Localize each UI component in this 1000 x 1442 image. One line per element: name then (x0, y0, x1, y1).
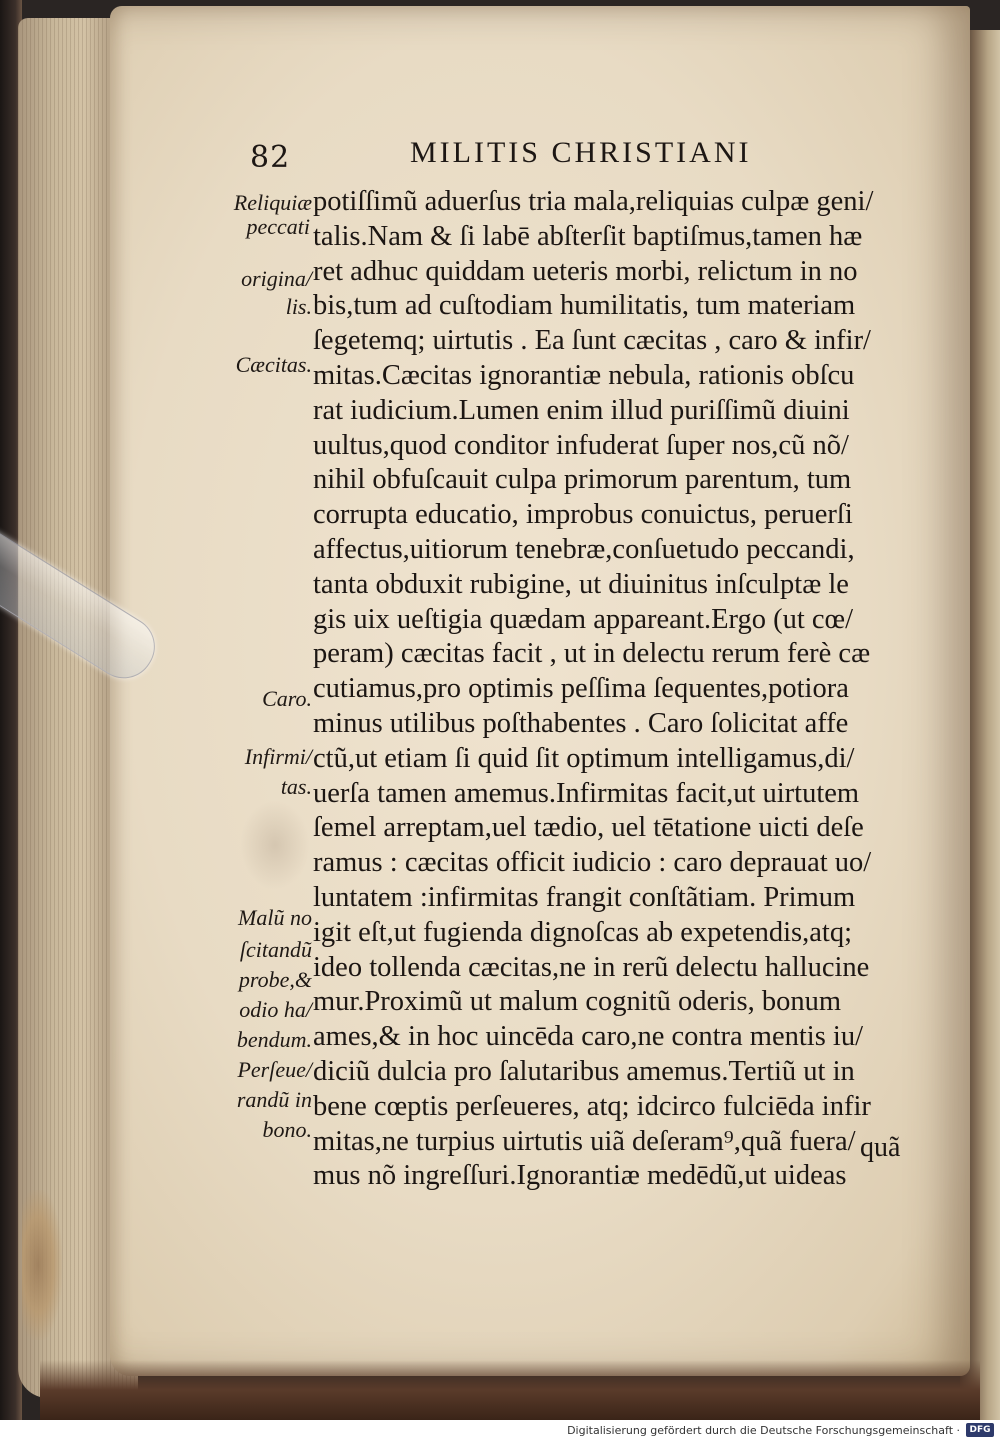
text-line: potiſſimũ aduerſus tria mala,reliquias culpæ geni/ (313, 186, 874, 217)
text-line: ſegetemq; uirtutis . Ea ſunt cæcitas , caro & infir/ (313, 325, 871, 357)
text-line: gis uix ueſtigia quædam appareant.Ergo (ut cœ/ (313, 603, 854, 635)
funding-credit: Digitalisierung gefördert durch die Deutsche Forschungsgemeinschaft · (567, 1424, 960, 1437)
margin-gloss: odio ha/ (239, 997, 312, 1022)
text-line: bis,tum ad cuſtodiam humilitatis, tum materiam (313, 290, 856, 322)
body-text (313, 185, 909, 1194)
text-line: minus utilibus poſthabentes . Caro ſolicitat affe (313, 707, 849, 739)
margin-gloss: Caro. (262, 686, 312, 711)
margin-gloss: tas. (280, 774, 312, 799)
bottom-edge-shadow (40, 1360, 980, 1420)
margin-gloss: Cæcitas. (235, 352, 312, 377)
text-line: ideo tollenda cæcitas,ne in rerũ delectu hallucine (313, 951, 870, 983)
margin-gloss: probe,& (238, 967, 312, 992)
dfg-logo: DFG (966, 1423, 994, 1437)
margin-gloss: bono. (262, 1117, 312, 1142)
margin-gloss: origina/ (241, 266, 312, 291)
text-line: ret adhuc quiddam ueteris morbi, relictum in no (313, 255, 858, 287)
margin-gloss: ſcitandũ (239, 937, 312, 962)
text-line: mur.Proximũ ut malum cognitũ oderis, bonum (313, 986, 842, 1018)
page-edge-damage (22, 1190, 62, 1340)
text-line: ſemel arreptam,uel tædio, uel tētatione uicti deſe (313, 812, 864, 844)
text-line: corrupta educatio, improbus conuictus, peruerſi (313, 499, 853, 531)
page-number: 82 (250, 140, 291, 175)
text-line: bene cœptis perſeueres, atq; idcirco fulciēda infir (313, 1090, 871, 1122)
margin-gloss: Malũ no (238, 905, 312, 930)
margin-gloss: peccati (246, 214, 310, 239)
margin-gloss: lis. (285, 294, 312, 319)
ink-show-through (240, 800, 310, 890)
text-line: talis.Nam & ſi labē abſterſit baptiſmus,tamen hæ (313, 220, 863, 252)
margin-gloss: Infirmi/ (244, 744, 312, 769)
running-head (250, 130, 850, 190)
text-line: diciũ dulcia pro ſalutaribus amemus.Tertiũ ut in (313, 1055, 855, 1087)
text-line: igit eſt,ut fugienda dignoſcas ab expetendis,atq; (313, 916, 852, 948)
text-line: uultus,quod conditor infuderat ſuper nos,cũ nõ/ (313, 429, 849, 461)
text-line: uerſa tamen amemus.Infirmitas facit,ut uirtutem (313, 777, 860, 809)
text-line: peram) cæcitas facit , ut in delectu rerum ferè cæ (313, 638, 871, 670)
margin-gloss: Reliquiæ (233, 190, 312, 215)
text-line: nihil obfuſcauit culpa primorum parentum, tum (313, 464, 852, 496)
text-line: ames,& in hoc uincēda caro,ne contra mentis iu/ (313, 1021, 864, 1053)
margin-gloss: bendum. (236, 1027, 312, 1052)
margin-gloss: randũ in (236, 1087, 312, 1112)
margin-gloss: Perſeue/ (237, 1057, 312, 1082)
text-line: luntatem :infirmitas frangit conſtãtiam. Primum (313, 881, 856, 913)
text-line: mitas.Cæcitas ignorantiæ nebula, rationis obſcu (313, 359, 855, 391)
digitization-footer (0, 1420, 1000, 1442)
text-line: ctũ,ut etiam ſi quid ſit optimum intelligamus,di/ (313, 742, 855, 774)
text-line: ramus : cæcitas officit iudicio : caro deprauat uo/ (313, 847, 872, 879)
text-line: affectus,uitiorum tenebræ,conſuetudo peccandi, (313, 533, 855, 565)
catchword: quã (860, 1132, 901, 1163)
page-heading: MILITIS CHRISTIANI (410, 136, 752, 169)
text-line: rat iudicium.Lumen enim illud puriſſimũ diuini (313, 394, 850, 426)
text-line: tanta obduxit rubigine, ut diuinitus inſculptæ le (313, 568, 849, 600)
text-line: mitas,ne turpius uirtutis uiã deſeram⁹,quã fuera/ (313, 1125, 856, 1157)
text-line: cutiamus,pro optimis peſſima ſequentes,potiora (313, 673, 849, 705)
text-line: mus nõ ingreſſuri.Ignorantiæ medēdũ,ut uideas (313, 1160, 847, 1192)
